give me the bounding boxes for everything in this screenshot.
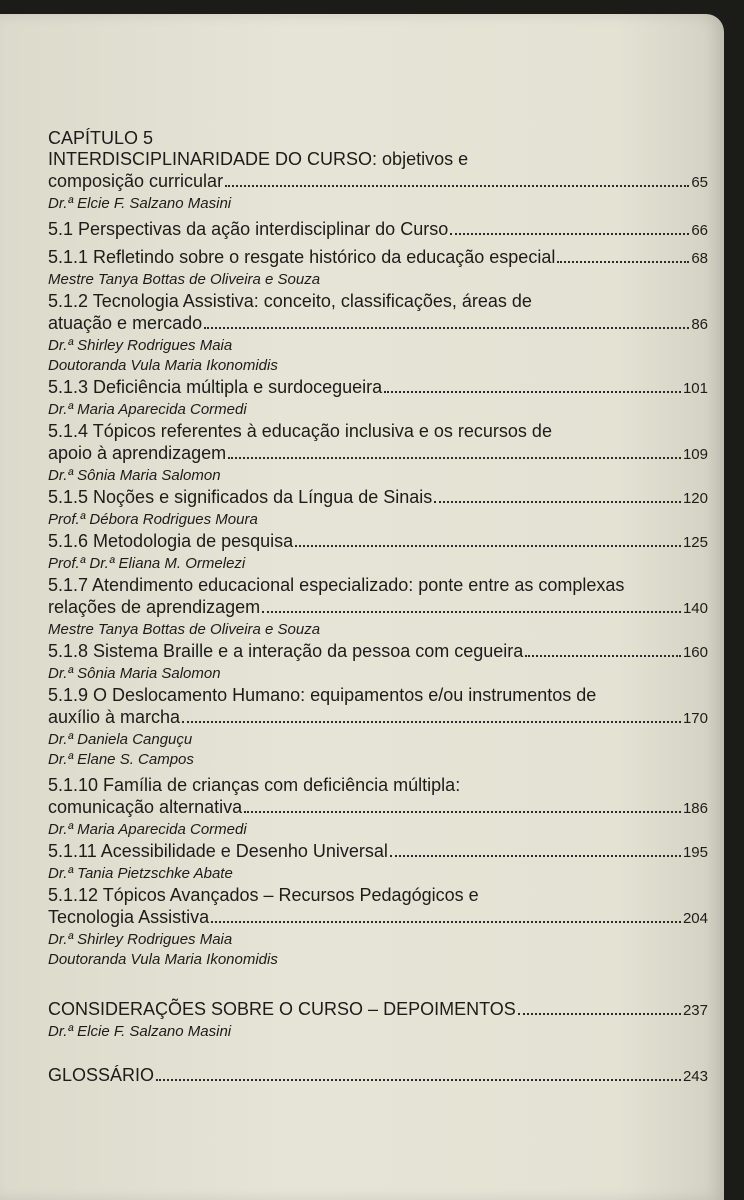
chapter-heading-last-line	[48, 170, 708, 194]
chapter-label: CAPÍTULO 5	[48, 128, 154, 148]
entry-last-line	[48, 312, 708, 336]
entry-last-line	[48, 376, 708, 400]
dot-leader	[228, 457, 681, 459]
dot-leader	[518, 1013, 681, 1015]
author-name: Dr.ª Sônia Maria Salomon	[48, 665, 221, 682]
book-page	[0, 14, 724, 1200]
author-name: Dr.ª Maria Aparecida Cormedi	[48, 401, 247, 418]
toc-entry	[48, 574, 708, 620]
toc-entry-considerations	[48, 998, 708, 1022]
dot-leader	[225, 185, 689, 187]
entry-title: 5.1.10 Família de crianças com deficiência múltipla:	[48, 775, 461, 795]
entry-title: 5.1.8 Sistema Braille e a interação da pessoa com cegueira	[48, 641, 524, 661]
dot-leader	[211, 921, 681, 923]
toc-entry	[48, 486, 708, 510]
entry-title: 5.1.2 Tecnologia Assistiva: conceito, classificações, áreas de	[48, 291, 532, 311]
entry-title-continued: Tecnologia Assistiva	[48, 907, 210, 927]
entry-title: 5.1 Perspectivas da ação interdisciplinar do Curso	[48, 219, 449, 239]
entry-title-continued: apoio à aprendizagem	[48, 443, 227, 463]
page-number: 243	[682, 1068, 708, 1085]
dot-leader	[450, 233, 689, 235]
page-number: 68	[691, 250, 708, 267]
toc-entry	[48, 530, 708, 554]
dot-leader	[295, 545, 681, 547]
dot-leader	[204, 327, 689, 329]
author-name: Dr.ª Sônia Maria Salomon	[48, 467, 221, 484]
toc-entry	[48, 246, 708, 270]
toc-entry	[48, 640, 708, 664]
entry-last-line	[48, 218, 708, 242]
author-name: Doutoranda Vula Maria Ikonomidis	[48, 951, 278, 968]
author-name: Dr.ª Shirley Rodrigues Maia	[48, 931, 233, 948]
entry-last-line	[48, 906, 708, 930]
entry-title: 5.1.11 Acessibilidade e Desenho Universal	[48, 841, 388, 861]
dot-leader	[384, 391, 681, 393]
page-number: 186	[682, 800, 708, 817]
page-number: 101	[682, 380, 708, 397]
page-number: 195	[682, 844, 708, 861]
toc-entry	[48, 290, 708, 336]
entry-last-line	[48, 486, 708, 510]
entry-title: 5.1.1 Refletindo sobre o resgate histórico da educação especial	[48, 247, 556, 267]
page-number: 160	[682, 644, 708, 661]
chapter-heading-entry	[48, 148, 708, 194]
author-name: Mestre Tanya Bottas de Oliveira e Souza	[48, 271, 321, 288]
entry-title: 5.1.5 Noções e significados da Língua de Sinais	[48, 487, 433, 507]
entry-last-line	[48, 246, 708, 270]
dot-leader	[434, 501, 681, 503]
dot-leader	[262, 611, 681, 613]
page-number: 109	[682, 446, 708, 463]
toc-entry	[48, 774, 708, 820]
entry-last-line	[48, 442, 708, 466]
dot-leader	[244, 811, 681, 813]
chapter-heading-line: composição curricular	[48, 171, 224, 191]
entry-last-line	[48, 640, 708, 664]
entry-title: CONSIDERAÇÕES SOBRE O CURSO – DEPOIMENTOS	[48, 999, 516, 1019]
toc-entry	[48, 420, 708, 466]
author-name: Dr.ª Tania Pietzschke Abate	[48, 865, 233, 882]
author-name: Doutoranda Vula Maria Ikonomidis	[48, 357, 278, 374]
toc-entry	[48, 884, 708, 930]
toc-entry	[48, 684, 708, 730]
author-name: Dr.ª Elcie F. Salzano Masini	[48, 195, 232, 212]
author-name: Dr.ª Elcie F. Salzano Masini	[48, 1023, 232, 1040]
dot-leader	[182, 721, 681, 723]
author-name: Dr.ª Elane S. Campos	[48, 751, 194, 768]
entry-title: GLOSSÁRIO	[48, 1065, 155, 1085]
page-number: 65	[691, 174, 708, 191]
entry-title: 5.1.6 Metodologia de pesquisa	[48, 531, 294, 551]
chapter-heading-line: INTERDISCIPLINARIDADE DO CURSO: objetivos e	[48, 149, 469, 169]
entry-title: 5.1.7 Atendimento educacional especializado: ponte entre as complexas	[48, 575, 625, 595]
toc-entry	[48, 840, 708, 864]
dot-leader	[525, 655, 681, 657]
author-name: Mestre Tanya Bottas de Oliveira e Souza	[48, 621, 321, 638]
author-name: Prof.ª Débora Rodrigues Moura	[48, 511, 258, 528]
author-name: Dr.ª Shirley Rodrigues Maia	[48, 337, 233, 354]
page-number: 120	[682, 490, 708, 507]
entry-last-line	[48, 840, 708, 864]
toc-entry	[48, 376, 708, 400]
author-name: Prof.ª Dr.ª Eliana M. Ormelezi	[48, 555, 246, 572]
page-number: 237	[682, 1002, 708, 1019]
page-number: 125	[682, 534, 708, 551]
entry-last-line	[48, 796, 708, 820]
entry-title-continued: comunicação alternativa	[48, 797, 243, 817]
entry-title: 5.1.12 Tópicos Avançados – Recursos Pedagógicos e	[48, 885, 479, 905]
entry-title: 5.1.3 Deficiência múltipla e surdocegueira	[48, 377, 383, 397]
entry-title-continued: auxílio à marcha	[48, 707, 181, 727]
toc-entry	[48, 218, 708, 242]
entry-last-line	[48, 596, 708, 620]
entry-last-line	[48, 1064, 708, 1088]
page-number: 204	[682, 910, 708, 927]
entry-last-line	[48, 998, 708, 1022]
page-number: 140	[682, 600, 708, 617]
dot-leader	[557, 261, 689, 263]
toc-entry-glossary	[48, 1064, 708, 1088]
entry-title: 5.1.4 Tópicos referentes à educação inclusiva e os recursos de	[48, 421, 552, 441]
entry-title: 5.1.9 O Deslocamento Humano: equipamentos e/ou instrumentos de	[48, 685, 597, 705]
page-number: 66	[691, 222, 708, 239]
author-name: Dr.ª Daniela Canguçu	[48, 731, 193, 748]
dot-leader	[156, 1079, 681, 1081]
page-number: 86	[691, 316, 708, 333]
author-name: Dr.ª Maria Aparecida Cormedi	[48, 821, 247, 838]
entry-title-continued: atuação e mercado	[48, 313, 203, 333]
dot-leader	[390, 855, 681, 857]
entry-last-line	[48, 530, 708, 554]
table-of-contents	[48, 128, 708, 1088]
entry-last-line	[48, 706, 708, 730]
page-number: 170	[682, 710, 708, 727]
entry-title-continued: relações de aprendizagem	[48, 597, 261, 617]
